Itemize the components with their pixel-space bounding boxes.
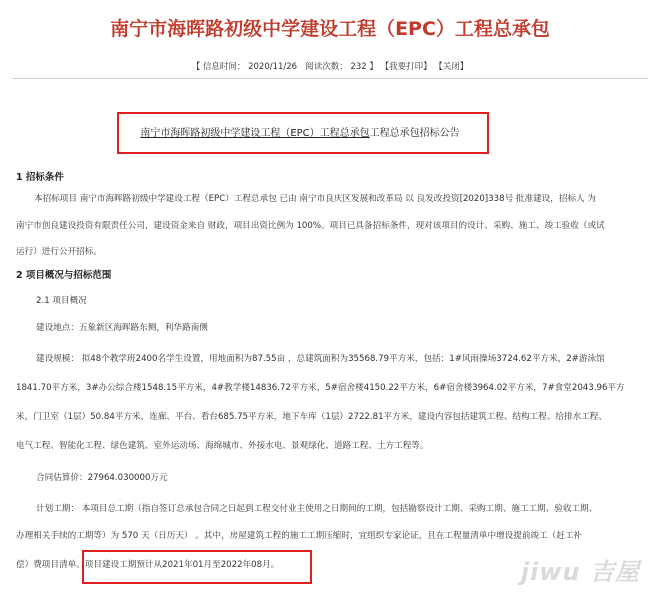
- construction-site: 建设地点：五象新区海晖路东侧，利华路南侧: [36, 323, 208, 333]
- scale-line-2: 1841.70平方米，3#办公综合楼1548.15平方米，4#教学楼14836.72平方米，5#宿舍楼4150.22平方米，6#宿舍楼3964.02平方米，7#食堂2043.96平方: [16, 383, 625, 393]
- notice-title-project: 南宁市海晖路初级中学建设工程（EPC）工程总承包: [140, 128, 370, 139]
- notice-title: [0, 124, 600, 139]
- meta-close-bracket: 】: [369, 62, 378, 72]
- period-line-3-prefix: 偿）费项目清单。: [16, 560, 85, 570]
- section-1-paragraph-line-2: 南宁市创良建设投资有限责任公司，建设资金来自 财政，项目出资比例为 100%。项目已具备招标条件，现对该项目的设计、采购、施工、竣工验收（或试: [16, 221, 605, 231]
- scale-line-4: 电气工程、智能化工程、绿色建筑、室外运动场、海绵城市、外接水电、景观绿化、道路工程、土方工程等。: [16, 441, 429, 451]
- section-2-heading: 2 项目概况与招标范围: [16, 270, 112, 281]
- period-line-2: 办理相关手续的工期等）为 570 天（日历天） 。其中，房屋建筑工程的施工工期压缩时，宜组织专家论证，且在工程量清单中增设提前竣工（赶工补: [16, 531, 583, 541]
- divider: [12, 78, 648, 79]
- section-1-paragraph-line-3: 运行）进行公开招标。: [16, 247, 102, 257]
- reads-label: 阅读次数：: [305, 62, 348, 72]
- subsection-2-1: 2.1 项目概况: [36, 296, 87, 306]
- document-meta-bar: [0, 60, 660, 72]
- reads-count: 232: [350, 62, 367, 72]
- print-link[interactable]: 【我要打印】: [380, 62, 432, 72]
- close-link[interactable]: 【关闭】: [434, 62, 469, 72]
- contract-estimate: 合同估算价：27964.030000万元: [36, 473, 168, 483]
- period-line-1: 计划工期： 本项目总工期（指自签订总承包合同之日起到工程交付业主使用之日期间的工期，包括勘察设计工期、采购工期、施工工期、验收工期、: [36, 504, 598, 514]
- scale-line-1: 建设规模： 拟48个教学班2400名学生设置，用地面积为87.55亩 ，总建筑面积为35568.79平方米，包括：1#风雨操场3724.62平方米，2#游泳馆: [36, 354, 605, 364]
- section-1-paragraph-line-1: 本招标项目 南宁市海晖路初级中学建设工程（EPC）工程总承包 已由 南宁市良庆区发展和改革局 以 良发改投资[2020]338号 批准建设，招标人 为: [34, 194, 596, 204]
- watermark-logo: jiwu 吉屋: [520, 558, 640, 586]
- document-title: 南宁市海晖路初级中学建设工程（EPC）工程总承包: [110, 18, 550, 40]
- publish-label: 【 信息时间：: [191, 62, 246, 72]
- scale-line-3: 米，门卫室（1层）50.84平方米，连廊、平台、看台685.75平方米，地下车库（1层）2722.81平方米，建设内容包括建筑工程、结构工程、给排水工程、: [16, 412, 607, 422]
- notice-title-suffix: 工程总承包招标公告: [369, 128, 460, 139]
- section-1-heading: 1 招标条件: [16, 172, 64, 183]
- schedule-estimate: 项目建设工期预计从2021年01月至2022年08月。: [84, 560, 280, 570]
- publish-date: 2020/11/26: [248, 62, 298, 72]
